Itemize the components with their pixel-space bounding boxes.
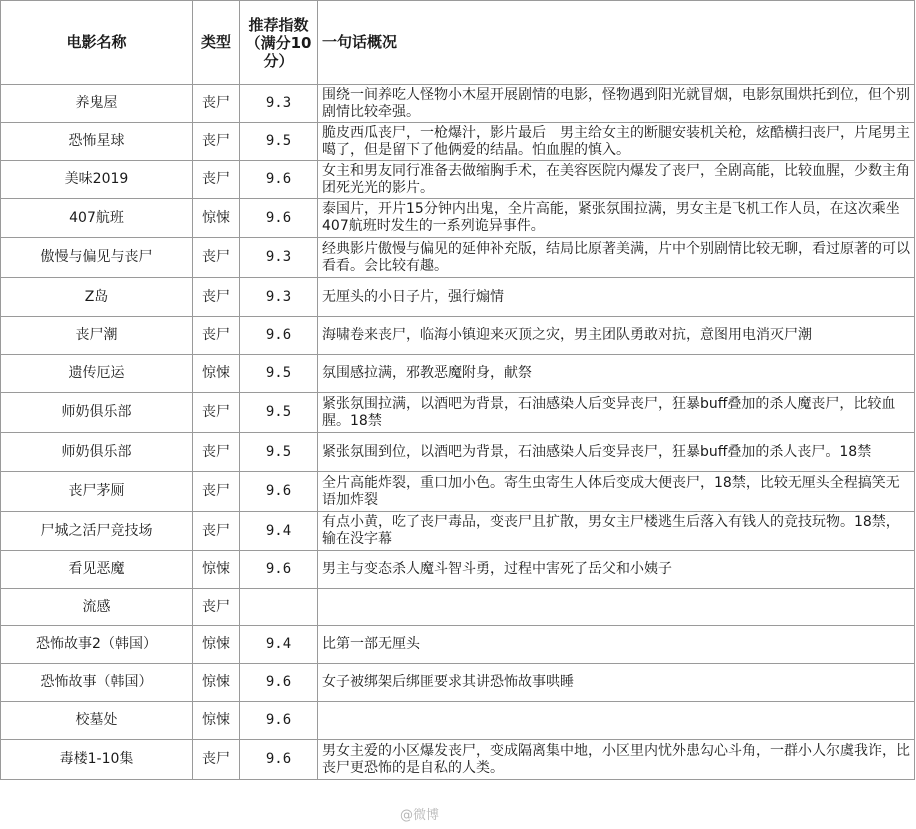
cell-name: 丧尸潮 [1,317,193,355]
cell-desc: 泰国片，开片15分钟内出鬼，全片高能，紧张氛围拉满，男女主是飞机工作人员，在这次乘坐407航班时发生的一系列诡异事件。 [318,199,915,238]
cell-desc: 经典影片傲慢与偏见的延伸补充版，结局比原著美满，片中个别剧情比较无聊，看过原著的可以看看。会比较有趣。 [318,238,915,278]
cell-desc: 紧张氛围到位，以酒吧为背景，石油感染人后变异丧尸，狂暴buff叠加的杀人丧尸。18禁 [318,433,915,472]
cell-score: 9.6 [240,317,318,355]
cell-score: 9.3 [240,85,318,123]
table-row [1,472,915,512]
table-row [1,238,915,278]
header-type: 类型 [193,1,240,85]
cell-type: 惊悚 [193,551,240,589]
cell-name: 恐怖故事2（韩国） [1,626,193,664]
cell-desc: 无厘头的小日子片，强行煽情 [318,278,915,317]
table-row [1,664,915,702]
cell-score [240,589,318,626]
cell-type: 惊悚 [193,626,240,664]
cell-score: 9.6 [240,740,318,780]
cell-desc: 紧张氛围拉满，以酒吧为背景，石油感染人后变异丧尸，狂暴buff叠加的杀人魔丧尸，比较血腥。18禁 [318,393,915,433]
table-row [1,278,915,317]
cell-desc: 氛围感拉满，邪教恶魔附身，献祭 [318,355,915,393]
cell-desc [318,589,915,626]
cell-score: 9.6 [240,472,318,512]
table-row [1,85,915,123]
table-row [1,512,915,551]
table-body [1,85,915,780]
cell-desc: 全片高能炸裂，重口加小色。寄生虫寄生人体后变成大便丧尸，18禁，比较无厘头全程搞笑无语加炸裂 [318,472,915,512]
cell-score: 9.4 [240,626,318,664]
header-row [1,1,915,85]
cell-name: 恐怖星球 [1,123,193,161]
table-row [1,355,915,393]
cell-name: 傲慢与偏见与丧尸 [1,238,193,278]
cell-score: 9.4 [240,512,318,551]
cell-desc: 围绕一间养吃人怪物小木屋开展剧情的电影，怪物遇到阳光就冒烟，电影氛围烘托到位，但个别剧情比较牵强。 [318,85,915,123]
cell-type: 丧尸 [193,433,240,472]
cell-name: 恐怖故事（韩国） [1,664,193,702]
table-row [1,589,915,626]
weibo-watermark: @微博 [400,808,440,823]
cell-desc: 女主和男友同行准备去做缩胸手术，在美容医院内爆发了丧尸，全剧高能，比较血腥，少数主角团死光光的影片。 [318,161,915,199]
cell-score: 9.6 [240,199,318,238]
cell-type: 丧尸 [193,278,240,317]
cell-type: 惊悚 [193,355,240,393]
cell-type: 丧尸 [193,317,240,355]
cell-score: 9.6 [240,551,318,589]
table-row [1,626,915,664]
header-name: 电影名称 [1,1,193,85]
cell-type: 惊悚 [193,664,240,702]
cell-type: 丧尸 [193,393,240,433]
cell-name: 校墓处 [1,702,193,740]
table-row [1,702,915,740]
cell-name: 毒楼1-10集 [1,740,193,780]
table-row [1,123,915,161]
table-row [1,393,915,433]
cell-name: Z岛 [1,278,193,317]
cell-score: 9.5 [240,393,318,433]
cell-name: 407航班 [1,199,193,238]
cell-score: 9.5 [240,355,318,393]
table-row [1,740,915,780]
cell-score: 9.5 [240,433,318,472]
cell-score: 9.6 [240,161,318,199]
cell-type: 丧尸 [193,85,240,123]
cell-desc: 比第一部无厘头 [318,626,915,664]
cell-name: 养鬼屋 [1,85,193,123]
cell-desc: 有点小黄，吃了丧尸毒品，变丧尸且扩散，男女主尸楼逃生后落入有钱人的竞技玩物。18禁，输在没字幕 [318,512,915,551]
cell-name: 流感 [1,589,193,626]
header-desc: 一句话概况 [318,1,915,85]
table-row [1,551,915,589]
table-row [1,433,915,472]
cell-name: 遗传厄运 [1,355,193,393]
cell-name: 丧尸茅厕 [1,472,193,512]
cell-desc [318,702,915,740]
table-row [1,199,915,238]
header-score: 推荐指数（满分10分） [240,1,318,85]
table-row [1,317,915,355]
cell-desc: 海啸卷来丧尸，临海小镇迎来灭顶之灾，男主团队勇敢对抗，意图用电消灭尸潮 [318,317,915,355]
cell-score: 9.3 [240,278,318,317]
cell-desc: 脆皮西瓜丧尸，一枪爆汁，影片最后 男主给女主的断腿安装机关枪，炫酷横扫丧尸，片尾男主噶了，但是留下了他俩爱的结晶。怕血腥的慎入。 [318,123,915,161]
cell-type: 丧尸 [193,740,240,780]
cell-name: 师奶俱乐部 [1,433,193,472]
cell-type: 丧尸 [193,238,240,278]
cell-score: 9.6 [240,702,318,740]
cell-score: 9.6 [240,664,318,702]
cell-name: 看见恶魔 [1,551,193,589]
cell-name: 美味2019 [1,161,193,199]
cell-name: 师奶俱乐部 [1,393,193,433]
cell-score: 9.3 [240,238,318,278]
cell-type: 丧尸 [193,512,240,551]
cell-type: 丧尸 [193,472,240,512]
cell-type: 丧尸 [193,589,240,626]
cell-desc: 男主与变态杀人魔斗智斗勇，过程中害死了岳父和小姨子 [318,551,915,589]
cell-desc: 女子被绑架后绑匪要求其讲恐怖故事哄睡 [318,664,915,702]
cell-type: 惊悚 [193,702,240,740]
cell-score: 9.5 [240,123,318,161]
cell-type: 丧尸 [193,123,240,161]
table-row [1,161,915,199]
cell-name: 尸城之活尸竞技场 [1,512,193,551]
cell-type: 惊悚 [193,199,240,238]
cell-desc: 男女主爱的小区爆发丧尸，变成隔离集中地，小区里内忧外患勾心斗角，一群小人尔虞我诈，比丧尸更恐怖的是自私的人类。 [318,740,915,780]
cell-type: 丧尸 [193,161,240,199]
